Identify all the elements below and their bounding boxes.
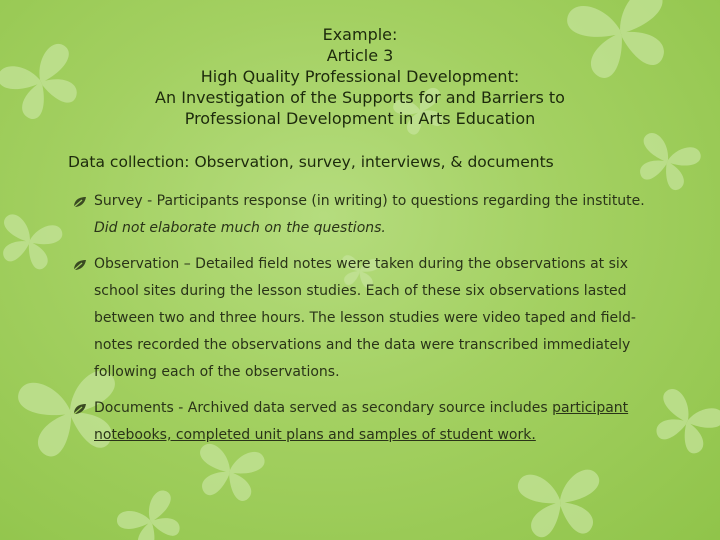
bullet-text: - Participants response (in writing) to questions regarding the institute. <box>142 193 645 209</box>
title-line: Example: <box>322 25 398 44</box>
bullet-underlined-text: participant notebooks, completed unit plans and samples of student work. <box>94 400 629 443</box>
bullet-observation <box>72 251 672 386</box>
bullet-italic-text: Did not elaborate much on the questions. <box>94 220 386 236</box>
leaf-sprout-icon <box>72 258 88 272</box>
bullet-term: Documents - Archived data <box>94 400 286 416</box>
title-line: Article 3 <box>326 46 394 65</box>
leaf-sprout-icon <box>72 402 88 416</box>
bullet-term: Observation <box>94 256 180 272</box>
bullet-list <box>72 188 672 458</box>
bullet-text: – Detailed field notes were taken during the observations at six school sites during the lesson studies. Each of these six observations lasted between two and three hours. The lesson studies were video taped and field-notes recorded the observations and the data were transcribed immediately following each of the observations. <box>94 256 636 380</box>
bullet-survey <box>72 188 672 242</box>
bullet-text: served as secondary source includes <box>285 400 553 416</box>
bullet-documents <box>72 395 672 449</box>
title-line: High Quality Professional Development: <box>200 67 520 86</box>
slide-title <box>60 24 660 129</box>
data-collection-heading: Data collection: Observation, survey, interviews, & documents <box>68 153 554 171</box>
bullet-term: Survey <box>94 193 143 209</box>
leaf-sprout-icon <box>72 195 88 209</box>
title-line: An Investigation of the Supports for and Barriers to <box>155 88 565 107</box>
title-line: Professional Development in Arts Education <box>184 109 536 128</box>
